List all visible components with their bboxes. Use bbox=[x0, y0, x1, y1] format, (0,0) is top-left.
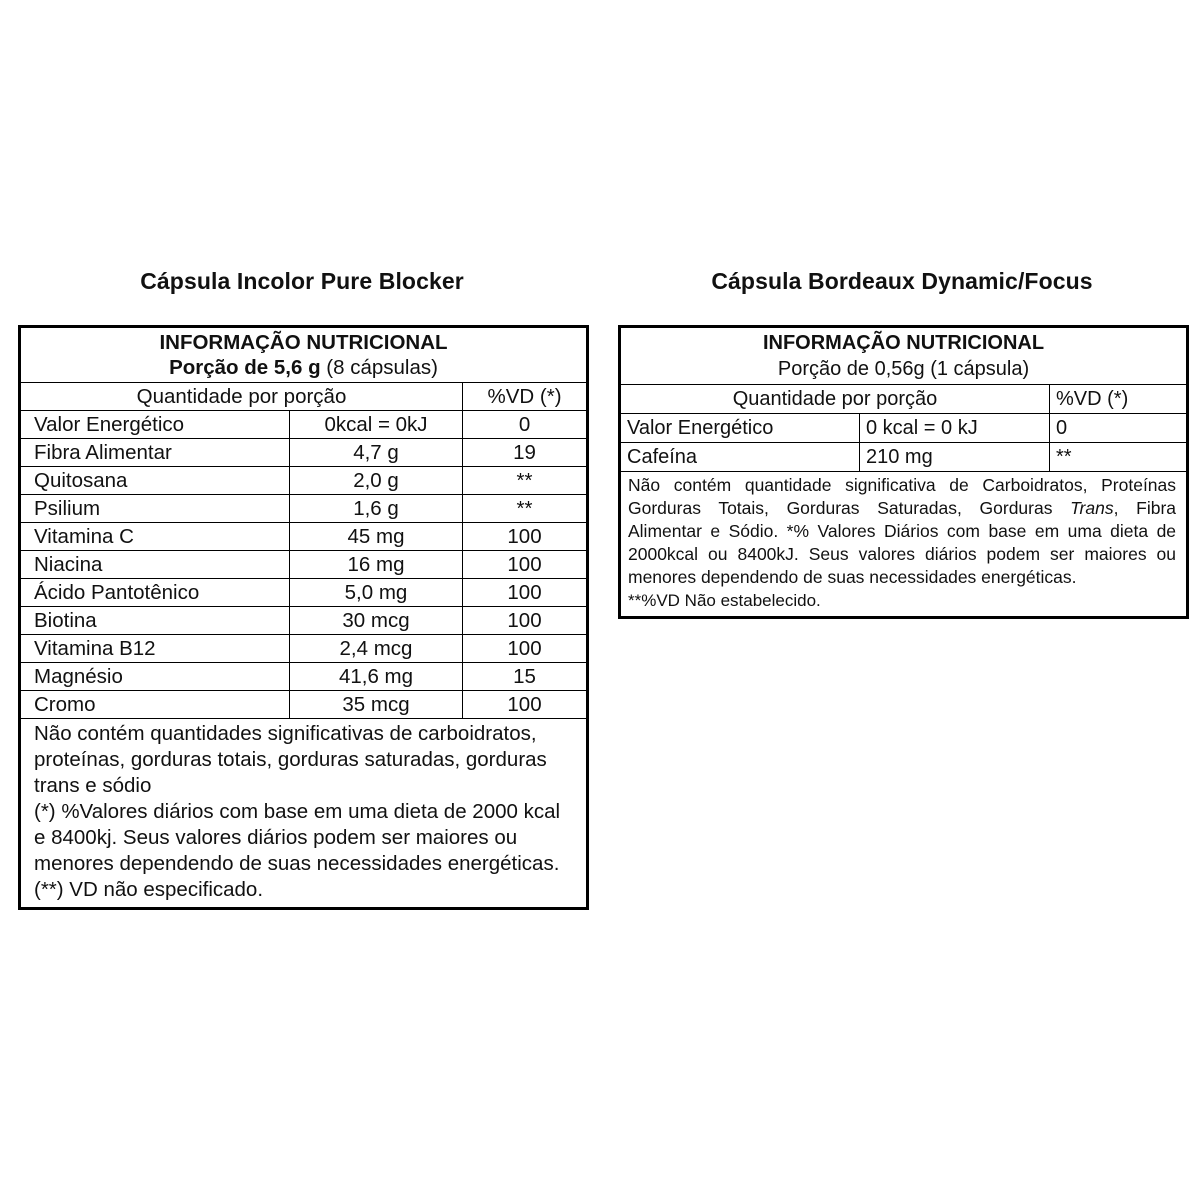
nutrient-vd: ** bbox=[463, 495, 588, 523]
right-panel-title: Cápsula Bordeaux Dynamic/Focus bbox=[711, 268, 1093, 294]
nutrient-name: Valor Energético bbox=[620, 414, 860, 443]
nutrient-row bbox=[20, 579, 588, 607]
column-header-vd: %VD (*) bbox=[1050, 385, 1188, 414]
nutrient-name: Ácido Pantotênico bbox=[20, 579, 290, 607]
nutrient-name: Biotina bbox=[20, 607, 290, 635]
nutrient-vd: 100 bbox=[463, 607, 588, 635]
table-header bbox=[620, 327, 1188, 385]
footnote-vd-not-established: **%VD Não estabelecido. bbox=[628, 591, 821, 610]
nutrient-vd: 100 bbox=[463, 635, 588, 663]
nutrient-amount: 210 mg bbox=[860, 443, 1050, 472]
footnote-trans-italic: Trans bbox=[1070, 498, 1114, 518]
nutrient-name: Fibra Alimentar bbox=[20, 439, 290, 467]
nutrient-row bbox=[20, 607, 588, 635]
nutrient-amount: 16 mg bbox=[290, 551, 463, 579]
footnote-vd-unspecified: (**) VD não especificado. bbox=[34, 878, 264, 901]
nutrient-amount: 1,6 g bbox=[290, 495, 463, 523]
portion-bold: Porção de 5,6 g bbox=[169, 356, 321, 379]
left-rows bbox=[20, 411, 588, 719]
table-header bbox=[20, 327, 588, 383]
nutrient-amount: 0 kcal = 0 kJ bbox=[860, 414, 1050, 443]
nutrient-amount: 30 mcg bbox=[290, 607, 463, 635]
nutrient-row bbox=[620, 443, 1188, 472]
nutrient-amount: 2,4 mcg bbox=[290, 635, 463, 663]
footnote-not-significant: Não contém quantidades significativas de carboidratos, proteínas, gorduras totais, gorduras saturadas, gorduras trans e sódio bbox=[34, 722, 547, 797]
nutrient-row bbox=[20, 467, 588, 495]
nutrient-vd: 100 bbox=[463, 551, 588, 579]
column-header-vd: %VD (*) bbox=[463, 383, 588, 411]
nutrient-name: Quitosana bbox=[20, 467, 290, 495]
nutrient-name: Niacina bbox=[20, 551, 290, 579]
nutrient-name: Psilium bbox=[20, 495, 290, 523]
nutrient-amount: 5,0 mg bbox=[290, 579, 463, 607]
nutrient-vd: 100 bbox=[463, 579, 588, 607]
table-heading: INFORMAÇÃO NUTRICIONAL bbox=[159, 331, 448, 354]
nutrient-row bbox=[20, 551, 588, 579]
nutrient-amount: 0kcal = 0kJ bbox=[290, 411, 463, 439]
nutrient-amount: 4,7 g bbox=[290, 439, 463, 467]
column-header-quantity: Quantidade por porção bbox=[620, 385, 1050, 414]
right-rows bbox=[620, 414, 1188, 472]
nutrient-vd: 0 bbox=[1050, 414, 1188, 443]
nutrient-amount: 45 mg bbox=[290, 523, 463, 551]
nutrient-vd: 0 bbox=[463, 411, 588, 439]
nutrient-row bbox=[20, 635, 588, 663]
footnote-text-end: , Fibra Alimentar e Sódio. *% Valores Diários com base em uma dieta de 2000kcal ou 8400kJ. Seus valores diários podem ser maiores ou menores dependendo de suas necessidades energéticas. bbox=[628, 498, 1177, 587]
footnote-daily-values: (*) %Valores diários com base em uma dieta de 2000 kcal e 8400kj. Seus valores diários podem ser maiores ou menores dependendo de suas necessidades energéticas. bbox=[34, 800, 561, 875]
nutrient-vd: ** bbox=[463, 467, 588, 495]
portion-detail: (8 cápsulas) bbox=[320, 356, 438, 379]
nutrient-row bbox=[20, 411, 588, 439]
nutrient-vd: ** bbox=[1050, 443, 1188, 472]
left-panel-title: Cápsula Incolor Pure Blocker bbox=[140, 268, 464, 294]
nutrient-amount: 35 mcg bbox=[290, 691, 463, 719]
nutrient-row bbox=[20, 439, 588, 467]
nutrient-amount: 41,6 mg bbox=[290, 663, 463, 691]
portion-line bbox=[21, 355, 586, 380]
table-heading: INFORMAÇÃO NUTRICIONAL bbox=[762, 332, 1045, 354]
nutrient-name: Cromo bbox=[20, 691, 290, 719]
nutrient-name: Valor Energético bbox=[20, 411, 290, 439]
nutrient-row bbox=[20, 663, 588, 691]
nutrient-name: Vitamina C bbox=[20, 523, 290, 551]
portion-line: Porção de 0,56g (1 cápsula) bbox=[777, 358, 1030, 380]
nutrient-vd: 15 bbox=[463, 663, 588, 691]
right-nutrition-table bbox=[618, 325, 1189, 619]
footnote-main bbox=[628, 474, 1176, 589]
column-header-quantity: Quantidade por porção bbox=[20, 383, 463, 411]
nutrient-amount: 2,0 g bbox=[290, 467, 463, 495]
nutrient-row bbox=[620, 414, 1188, 443]
footnotes bbox=[20, 719, 588, 909]
nutrient-vd: 100 bbox=[463, 523, 588, 551]
left-nutrition-table bbox=[18, 325, 589, 910]
nutrient-row bbox=[20, 523, 588, 551]
nutrient-name: Magnésio bbox=[20, 663, 290, 691]
nutrient-row bbox=[20, 495, 588, 523]
nutrient-name: Vitamina B12 bbox=[20, 635, 290, 663]
nutrient-vd: 19 bbox=[463, 439, 588, 467]
footnote-text-start: Não contém quantidade significativa de Carboidratos, Proteínas Gorduras Totais, Gorduras Saturadas, Gorduras bbox=[628, 475, 1177, 518]
nutrient-row bbox=[20, 691, 588, 719]
nutrient-vd: 100 bbox=[463, 691, 588, 719]
footnotes bbox=[620, 472, 1188, 618]
nutrient-name: Cafeína bbox=[620, 443, 860, 472]
